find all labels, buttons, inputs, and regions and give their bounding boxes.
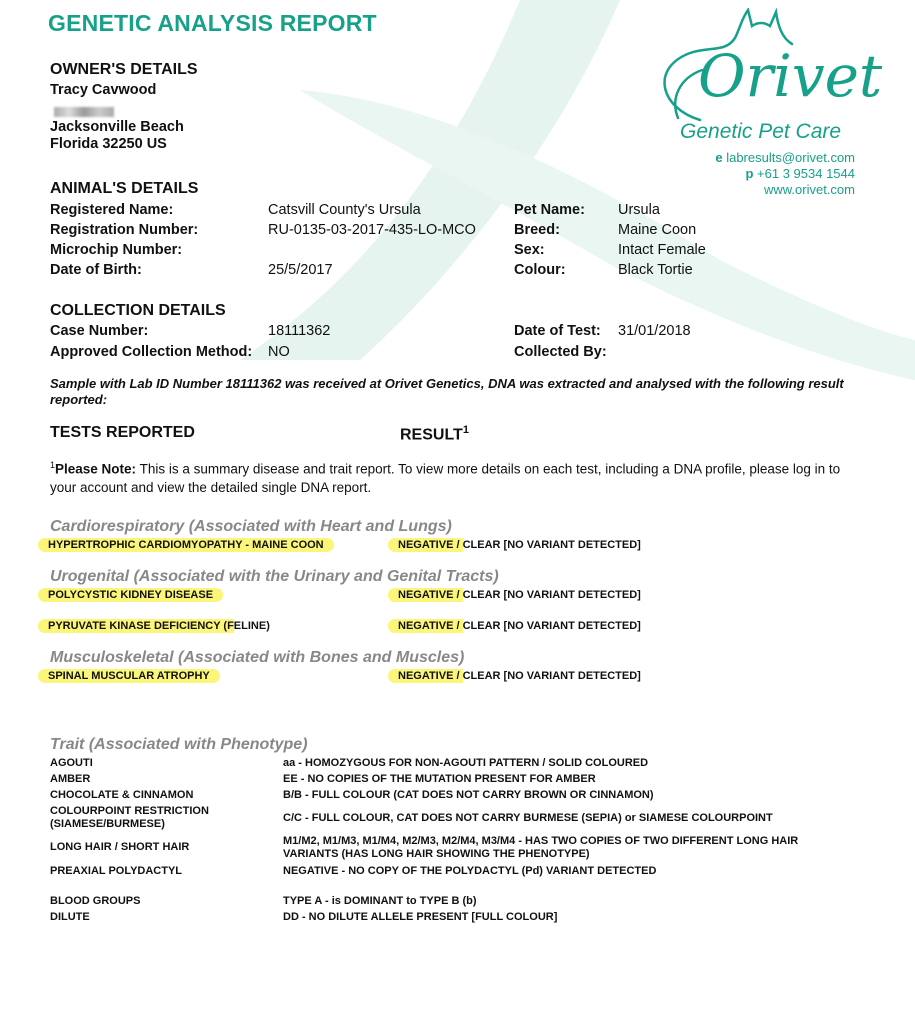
trait-result: C/C - FULL COLOUR, CAT DOES NOT CARRY BURMESE (SEPIA) or SIAMESE COLOURPOINT xyxy=(283,812,773,824)
result-header-sup: 1 xyxy=(462,424,469,436)
case-number: 18111362 xyxy=(268,323,331,339)
result-pk-deficiency-highlight: NEGATIVE / xyxy=(388,619,463,633)
test-pk-deficiency xyxy=(38,620,270,632)
category-musculoskeletal: Musculoskeletal (Associated with Bones and Muscles) xyxy=(50,649,465,666)
phone-prefix: p xyxy=(745,166,754,181)
result-pkd-highlight: NEGATIVE / xyxy=(388,588,463,602)
trait-name: CHOCOLATE & CINNAMON xyxy=(50,789,194,801)
test-hcm xyxy=(38,539,334,551)
owner-city: Jacksonville Beach xyxy=(50,119,184,135)
trait-result: NEGATIVE - NO COPY OF THE POLYDACTYL (Pd) VARIANT DETECTED xyxy=(283,865,657,877)
tests-reported-header: TESTS REPORTED xyxy=(50,424,195,441)
result-pk-deficiency-rest: CLEAR [NO VARIANT DETECTED] xyxy=(462,620,641,632)
contact-phone xyxy=(745,166,855,181)
pet-name: Ursula xyxy=(618,202,660,218)
test-sma xyxy=(38,670,220,682)
contact-website: www.orivet.com xyxy=(763,182,855,197)
test-hcm-name: HYPERTROPHIC CARDIOMYOPATHY - MAINE COON xyxy=(38,538,334,552)
trait-result: M1/M2, M1/M3, M1/M4, M2/M3, M2/M4, M3/M4 - HAS TWO COPIES OF TWO DIFFERENT LONG HAIR VARIANTS (HAS LONG HAIR SHOWING THE PHENOTYPE) xyxy=(283,835,799,860)
trait-name: DILUTE xyxy=(50,911,90,923)
please-note xyxy=(50,456,870,497)
test-sma-name: SPINAL MUSCULAR ATROPHY xyxy=(38,669,220,683)
result-header-label: RESULT xyxy=(400,426,463,444)
trait-heading: Trait (Associated with Phenotype) xyxy=(50,736,308,753)
sex-label: Sex: xyxy=(514,242,545,258)
trait-name: BLOOD GROUPS xyxy=(50,895,141,907)
trait-name: AMBER xyxy=(50,773,91,785)
owner-name: Tracy Cavwood xyxy=(50,82,157,98)
colour-value: Black Tortie xyxy=(618,262,693,278)
result-hcm-highlight: NEGATIVE / xyxy=(388,538,463,552)
test-pkd-name: POLYCYSTIC KIDNEY DISEASE xyxy=(38,588,223,602)
result-sma xyxy=(388,670,641,682)
collection-heading: COLLECTION DETAILS xyxy=(50,302,226,319)
trait-name: PREAXIAL POLYDACTYL xyxy=(50,865,183,877)
breed-value: Maine Coon xyxy=(618,222,697,238)
pet-name-label: Pet Name: xyxy=(514,202,585,218)
category-cardiorespiratory: Cardiorespiratory (Associated with Heart and Lungs) xyxy=(50,518,452,535)
registration-number: RU-0135-03-2017-435-LO-MCO xyxy=(268,222,476,238)
breed-label: Breed: xyxy=(514,222,560,238)
trait-name: AGOUTI xyxy=(50,757,93,769)
trait-result: DD - NO DILUTE ALLELE PRESENT [FULL COLOUR] xyxy=(283,911,558,923)
case-number-label: Case Number: xyxy=(50,323,149,339)
trait-result: B/B - FULL COLOUR (CAT DOES NOT CARRY BROWN OR CINNAMON) xyxy=(283,789,654,801)
animal-heading: ANIMAL'S DETAILS xyxy=(50,180,199,197)
date-of-test-label: Date of Test: xyxy=(514,323,601,339)
logo-tagline: Genetic Pet Care xyxy=(680,120,842,143)
result-pkd xyxy=(388,589,641,601)
owner-heading: OWNER'S DETAILS xyxy=(50,61,198,78)
collection-method: NO xyxy=(268,344,290,360)
collection-method-label: Approved Collection Method: xyxy=(50,344,253,360)
trait-result: aa - HOMOZYGOUS FOR NON-AGOUTI PATTERN / SOLID COLOURED xyxy=(283,757,649,769)
trait-name: COLOURPOINT RESTRICTION (SIAMESE/BURMESE) xyxy=(50,805,209,830)
date-of-test: 31/01/2018 xyxy=(618,323,691,339)
please-note-text: This is a summary disease and trait report. To view more details on each test, including a DNA profile, please log in to your account and view the detailed single DNA report. xyxy=(50,461,841,495)
trait-result: EE - NO COPIES OF THE MUTATION PRESENT FOR AMBER xyxy=(283,773,596,785)
please-note-sup: 1 xyxy=(50,460,56,470)
test-pkd xyxy=(38,589,223,601)
result-sma-highlight: NEGATIVE / xyxy=(388,669,463,683)
result-sma-rest: CLEAR [NO VARIANT DETECTED] xyxy=(462,670,641,682)
collected-by-label: Collected By: xyxy=(514,344,607,360)
microchip-label: Microchip Number: xyxy=(50,242,183,258)
email-prefix: e xyxy=(715,150,723,165)
colour-label: Colour: xyxy=(514,262,566,278)
contact-email xyxy=(715,150,855,165)
phone-value: +61 3 9534 1544 xyxy=(757,166,855,181)
owner-state-zip: Florida 32250 US xyxy=(50,136,167,152)
logo-brand: Orivet xyxy=(698,42,883,110)
result-hcm-rest: CLEAR [NO VARIANT DETECTED] xyxy=(462,539,641,551)
dob-label: Date of Birth: xyxy=(50,262,142,278)
test-pk-deficiency-rest: ELINE) xyxy=(233,620,270,632)
result-hcm xyxy=(388,539,641,551)
orivet-logo xyxy=(640,8,883,148)
registration-number-label: Registration Number: xyxy=(50,222,199,238)
sample-note: Sample with Lab ID Number 18111362 was received at Orivet Genetics, DNA was extracted and analysed with the following result reported: xyxy=(50,376,844,407)
dob-value: 25/5/2017 xyxy=(268,262,333,278)
result-header xyxy=(400,424,469,444)
result-pkd-rest: CLEAR [NO VARIANT DETECTED] xyxy=(462,589,641,601)
sex-value: Intact Female xyxy=(618,242,706,258)
trait-result: TYPE A - is DOMINANT to TYPE B (b) xyxy=(283,895,477,907)
trait-name: LONG HAIR / SHORT HAIR xyxy=(50,841,190,853)
registered-name: Catsvill County's Ursula xyxy=(268,202,421,218)
email-value: labresults@orivet.com xyxy=(726,150,855,165)
report-title: GENETIC ANALYSIS REPORT xyxy=(48,10,377,36)
test-pk-deficiency-highlight: PYRUVATE KINASE DEFICIENCY (F xyxy=(38,619,234,633)
registered-name-label: Registered Name: xyxy=(50,202,174,218)
result-pk-deficiency xyxy=(388,620,641,632)
category-urogenital: Urogenital (Associated with the Urinary and Genital Tracts) xyxy=(50,568,499,585)
please-note-label: Please Note: xyxy=(55,461,137,477)
